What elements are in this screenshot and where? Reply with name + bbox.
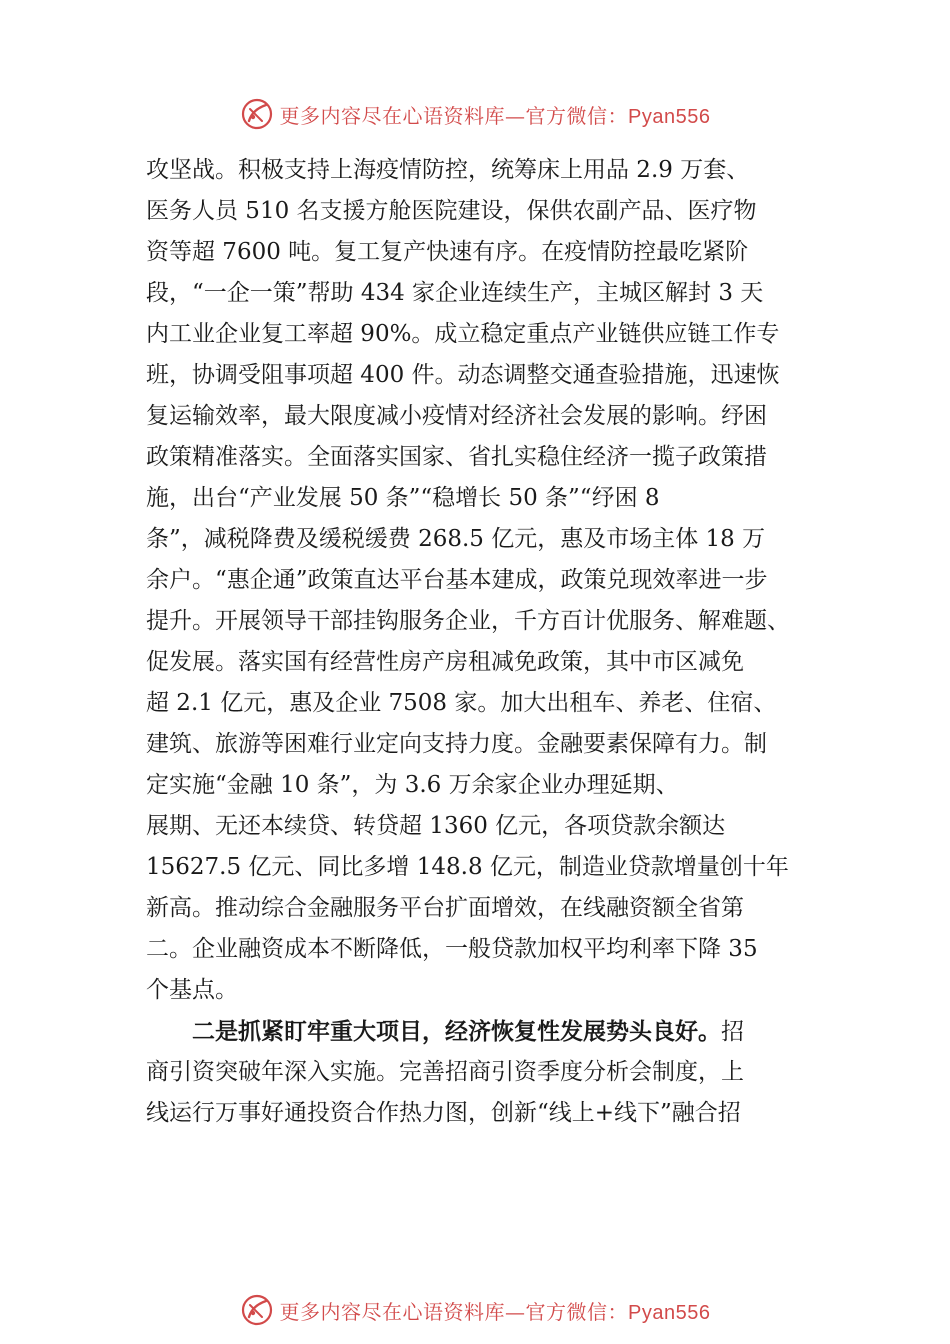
section-heading-line bbox=[146, 1011, 836, 1052]
body-line: 提升。开展领导干部挂钩服务企业，千方百计优服务、解难题、 bbox=[146, 608, 790, 634]
body-line: 内工业企业复工率超 90%。成立稳定重点产业链供应链工作专 bbox=[146, 321, 780, 347]
body-line: 余户。“惠企通”政策直达平台基本建成，政策兑现效率进一步 bbox=[146, 567, 768, 593]
body-line: 新高。推动综合金融服务平台扩面增效，在线融资额全省第 bbox=[146, 895, 744, 921]
body-line: 个基点。 bbox=[146, 977, 238, 1003]
section-heading-tail: 招 bbox=[721, 1019, 744, 1045]
wechat-id: Pyan556 bbox=[628, 1301, 711, 1324]
banner-text bbox=[280, 1296, 711, 1325]
body-line: 展期、无还本续贷、转贷超 1360 亿元，各项贷款余额达 bbox=[146, 813, 726, 839]
body-line: 段，“一企一策”帮助 434 家企业连续生产，主城区解封 3 天 bbox=[146, 280, 764, 306]
body-line: 超 2.1 亿元，惠及企业 7508 家。加大出租车、养老、住宿、 bbox=[146, 690, 777, 716]
document-body bbox=[146, 150, 836, 1134]
mind-language-logo-icon bbox=[240, 1293, 274, 1327]
wechat-id: Pyan556 bbox=[628, 105, 711, 128]
body-line: 条”，减税降费及缓税缓费 268.5 亿元，惠及市场主体 18 万 bbox=[146, 526, 766, 552]
body-line: 定实施“金融 10 条”，为 3.6 万余家企业办理延期、 bbox=[146, 772, 679, 798]
body-line: 施，出台“产业发展 50 条”“稳增长 50 条”“纾困 8 bbox=[146, 485, 660, 511]
body-line: 医务人员 510 名支援方舱医院建设，保供农副产品、医疗物 bbox=[146, 198, 757, 224]
header-banner bbox=[0, 94, 950, 134]
body-line: 建筑、旅游等困难行业定向支持力度。金融要素保障有力。制 bbox=[146, 731, 767, 757]
section-heading: 二是抓紧盯牢重大项目，经济恢复性发展势头良好。 bbox=[192, 1018, 721, 1045]
body-line: 班，协调受阻事项超 400 件。动态调整交通查验措施，迅速恢 bbox=[146, 362, 780, 388]
body-line: 资等超 7600 吨。复工复产快速有序。在疫情防控最吃紧阶 bbox=[146, 239, 749, 265]
body-line: 复运输效率，最大限度减小疫情对经济社会发展的影响。纾困 bbox=[146, 403, 767, 429]
body-line: 商引资突破年深入实施。完善招商引资季度分析会制度，上 bbox=[146, 1059, 744, 1085]
banner-label: 更多内容尽在心语资料库—官方微信： bbox=[279, 103, 629, 128]
footer-banner bbox=[0, 1290, 950, 1330]
body-line: 二。企业融资成本不断降低，一般贷款加权平均利率下降 35 bbox=[146, 936, 758, 962]
body-line: 线运行万事好通投资合作热力图，创新“线上+线下”融合招 bbox=[146, 1100, 741, 1126]
body-line: 攻坚战。积极支持上海疫情防控，统筹床上用品 2.9 万套、 bbox=[146, 157, 750, 183]
mind-language-logo-icon bbox=[240, 97, 274, 131]
banner-label: 更多内容尽在心语资料库—官方微信： bbox=[279, 1299, 629, 1324]
body-line: 15627.5 亿元、同比多增 148.8 亿元，制造业贷款增量创十年 bbox=[146, 854, 789, 880]
body-line: 政策精准落实。全面落实国家、省扎实稳住经济一揽子政策措 bbox=[146, 444, 767, 470]
body-line: 促发展。落实国有经营性房产房租减免政策，其中市区减免 bbox=[146, 649, 744, 675]
banner-text bbox=[280, 100, 711, 129]
